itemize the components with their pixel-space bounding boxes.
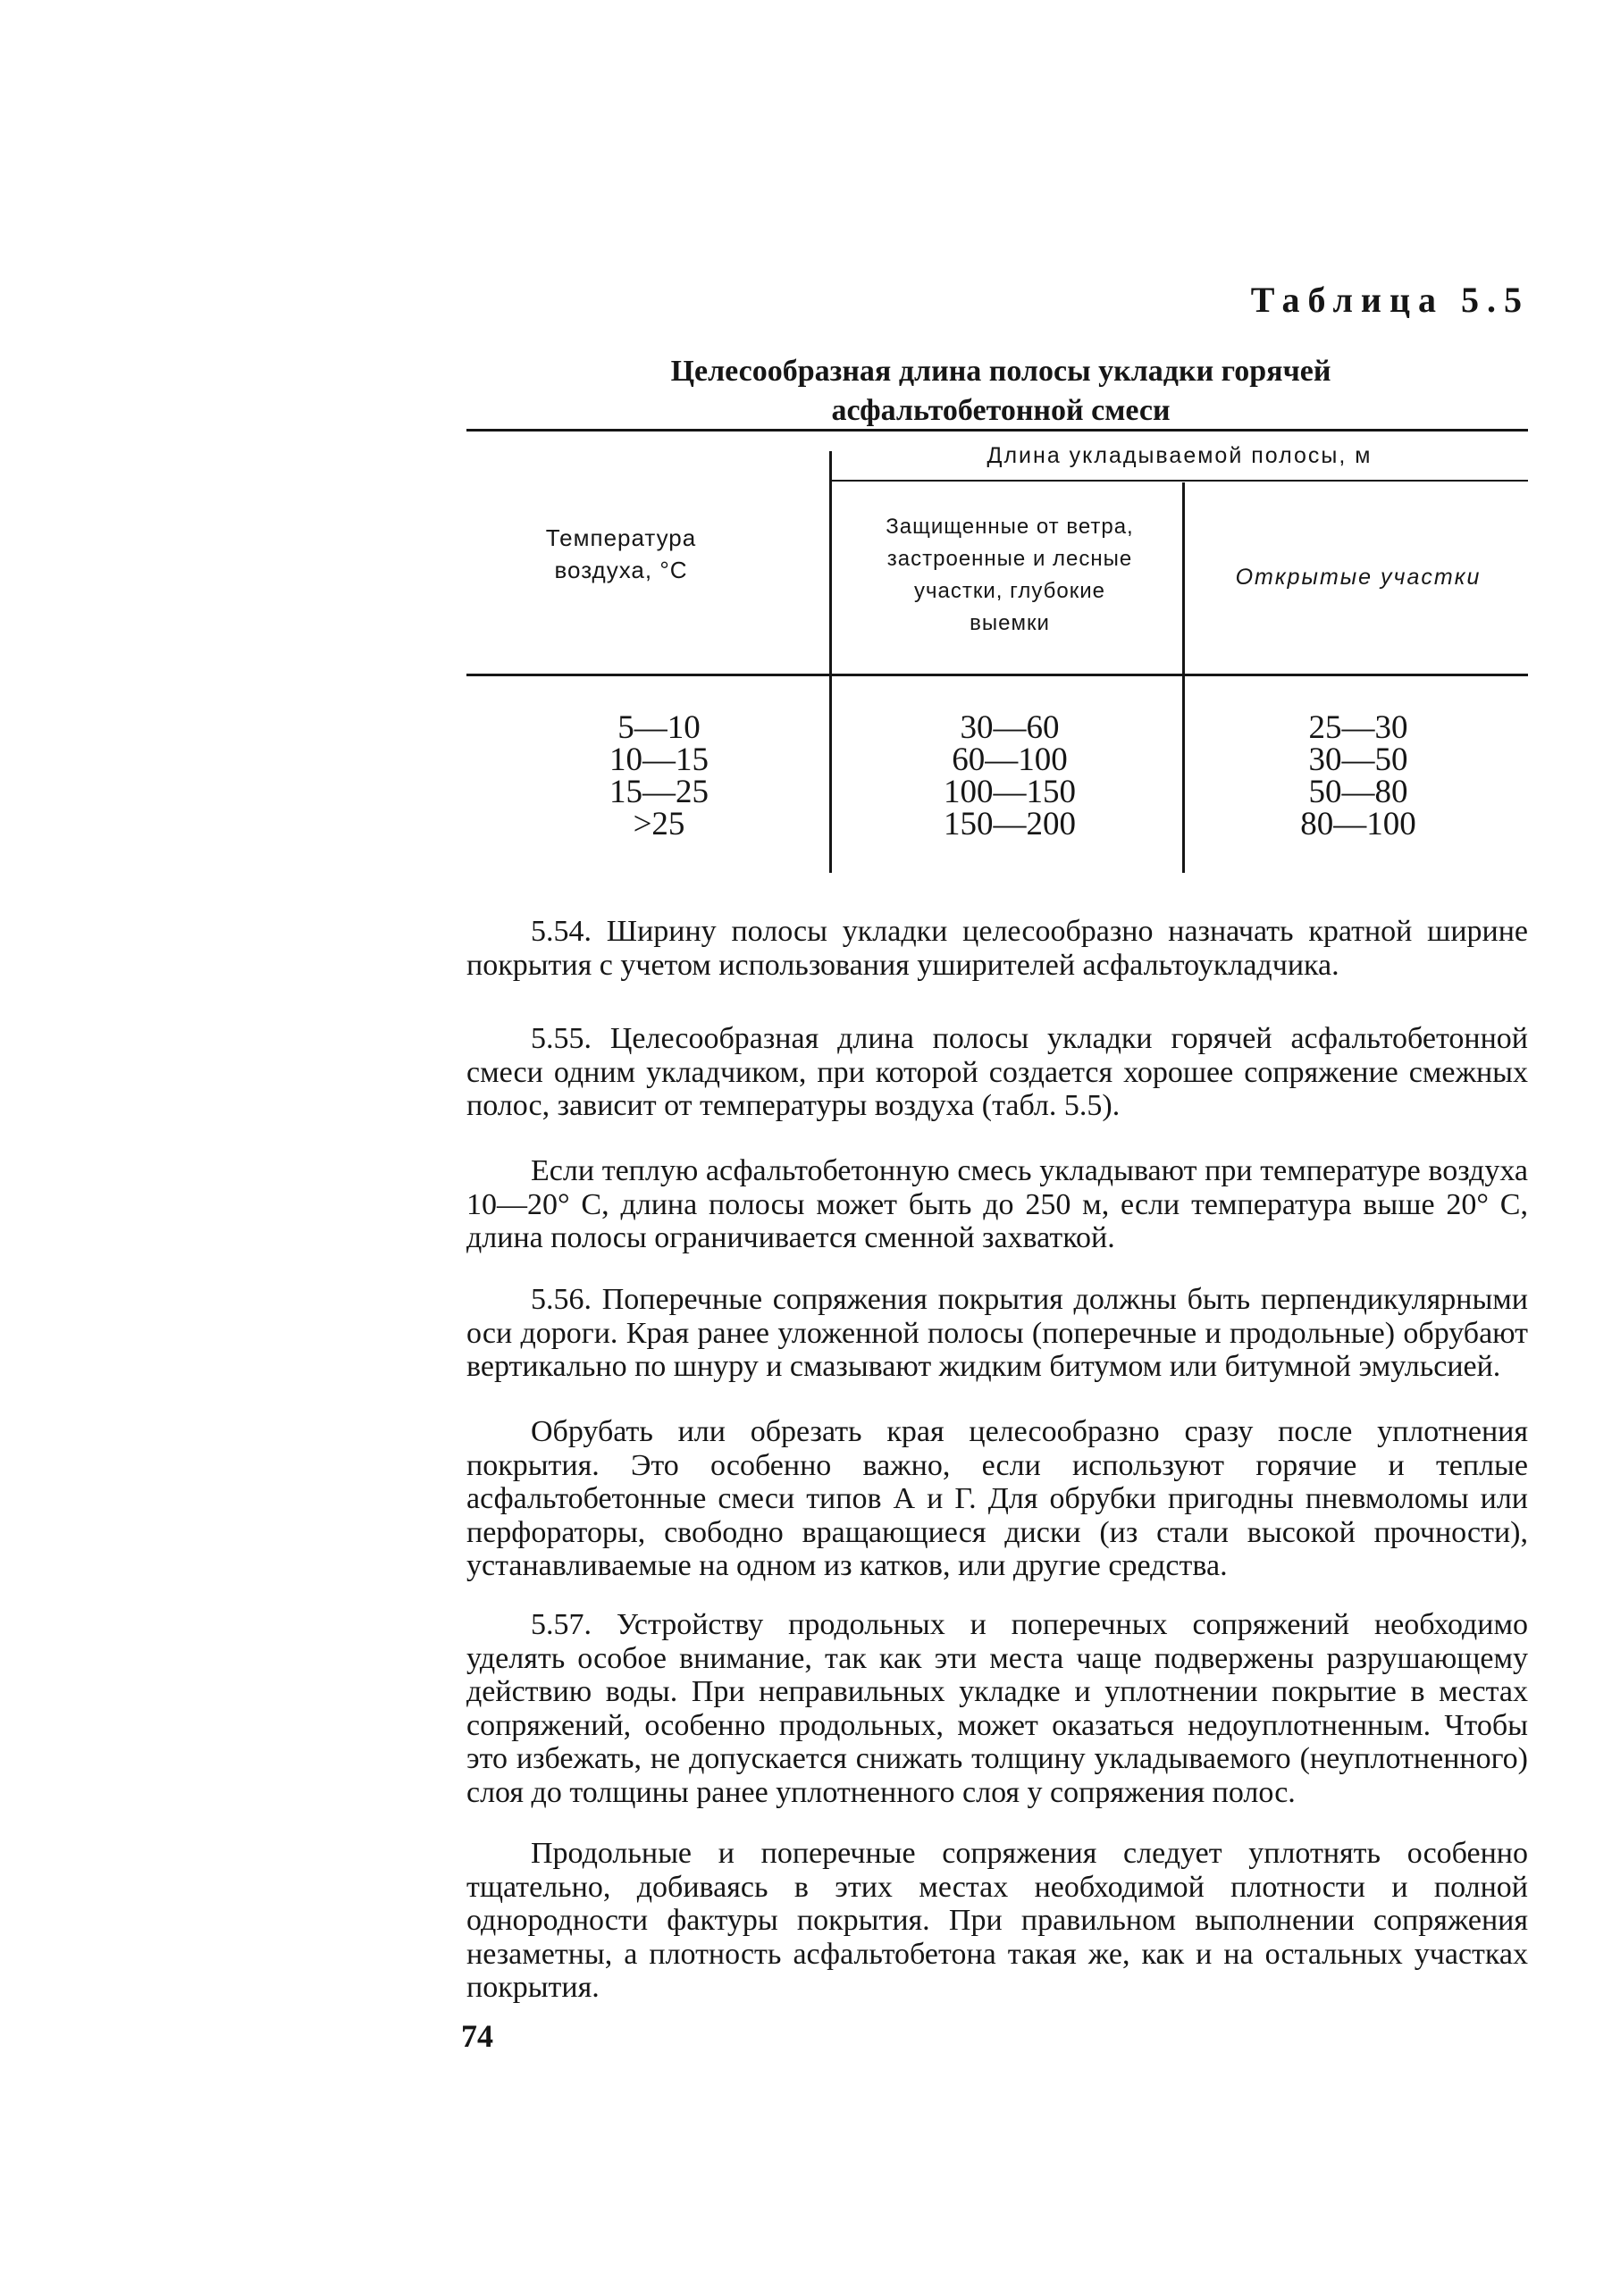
table-cell: 50—80 [1308,774,1408,810]
header-line: участки, глубокие [914,579,1105,603]
table-cell: 5—10 [617,709,701,746]
paragraph-trimming: Обрубать или обрезать края целесообразно сразу после уплотнения покрытия. Это особенно важно, если используют горячие и теплые асфальтобетонные смеси типов А и Г. Для обрубки пригодны пневмоломы или перфораторы, свободно вращающиеся диски (из стали высокой прочности), устанавливаемые на одном из катков, или другие средства. [466,1415,1528,1582]
header-line: Температура [545,524,697,551]
table-title [554,352,1448,431]
paragraph-5-54: 5.54. Ширину полосы укладки целесообразно назначать кратной ширине покрытия с учетом использования уширителей асфальтоукладчика. [466,915,1528,982]
paragraph-5-55: 5.55. Целесообразная длина полосы укладки горячей асфальтобетонной смеси одним укладчиком, при которой создается хорошее сопряжение смежных полос, зависит от температуры воздуха (табл. 5.5). [466,1022,1528,1122]
table-cell: 25—30 [1308,709,1408,746]
col-header-temperature [487,522,755,586]
group-header-rule [831,480,1528,482]
header-line: выемки [970,611,1050,635]
table-cell: >25 [633,806,685,842]
table-number: Таблица 5.5 [1250,280,1530,320]
table-cell: 150—200 [944,806,1076,842]
paragraph-warm-mix: Если теплую асфальтобетонную смесь укладывают при температуре воздуха 10—20° С, длина полосы может быть до 250 м, если температура выше 20° С, длина полосы ограничивается сменной захваткой. [466,1154,1528,1254]
paragraph-joints: Продольные и поперечные сопряжения следует уплотнять особенно тщательно, добиваясь в этих местах необходимой плотности и полной однородности фактуры покрытия. При правильном выполнении сопряжения незаметны, а плотность асфальтобетона такая же, как и на остальных участках покрытия. [466,1837,1528,2004]
table-top-rule [466,429,1528,432]
table-cell: 80—100 [1300,806,1416,842]
table-column-temperature [487,709,831,842]
header-line: застроенные и лесные [886,547,1133,571]
table-title-line: асфальтобетонной смеси [831,394,1171,427]
table-cell: 100—150 [944,774,1076,810]
header-line: Защищенные от ветра, [886,515,1134,539]
table-cell: 10—15 [609,742,709,778]
col-header-open: Открытые участки [1235,565,1482,590]
table-column-protected [835,709,1184,842]
col-header-protected [835,511,1184,640]
table-cell: 30—50 [1308,742,1408,778]
page-number: 74 [461,2018,493,2054]
paragraph-5-57: 5.57. Устройству продольных и поперечных сопряжений необходимо уделять особое внимание, так как эти места чаще подвержены разрушающему действию воды. При неправильных укладке и уплотнении покрытие в местах сопряжений, особенно продольных, может оказаться недоуплотненным. Чтобы это избежать, не допускается снижать толщину укладываемого (неуплотненного) слоя до толщины ранее уплотненного слоя у сопряжения полос. [466,1608,1528,1809]
table-cell: 60—100 [952,742,1068,778]
header-line: воздуха, °С [554,557,688,583]
header-bottom-rule [466,674,1528,676]
paragraph-5-56: 5.56. Поперечные сопряжения покрытия должны быть перпендикулярными оси дороги. Края ранее уложенной полосы (поперечные и продольные) обрубают вертикально по шнуру и смазывают жидким битумом или битумной эмульсией. [466,1283,1528,1383]
table-cell: 15—25 [609,774,709,810]
col-group-header: Длина укладываемой полосы, м [987,443,1373,468]
table-column-open [1188,709,1528,842]
table-cell: 30—60 [960,709,1060,746]
table-title-line: Целесообразная длина полосы укладки горячей [670,355,1331,388]
